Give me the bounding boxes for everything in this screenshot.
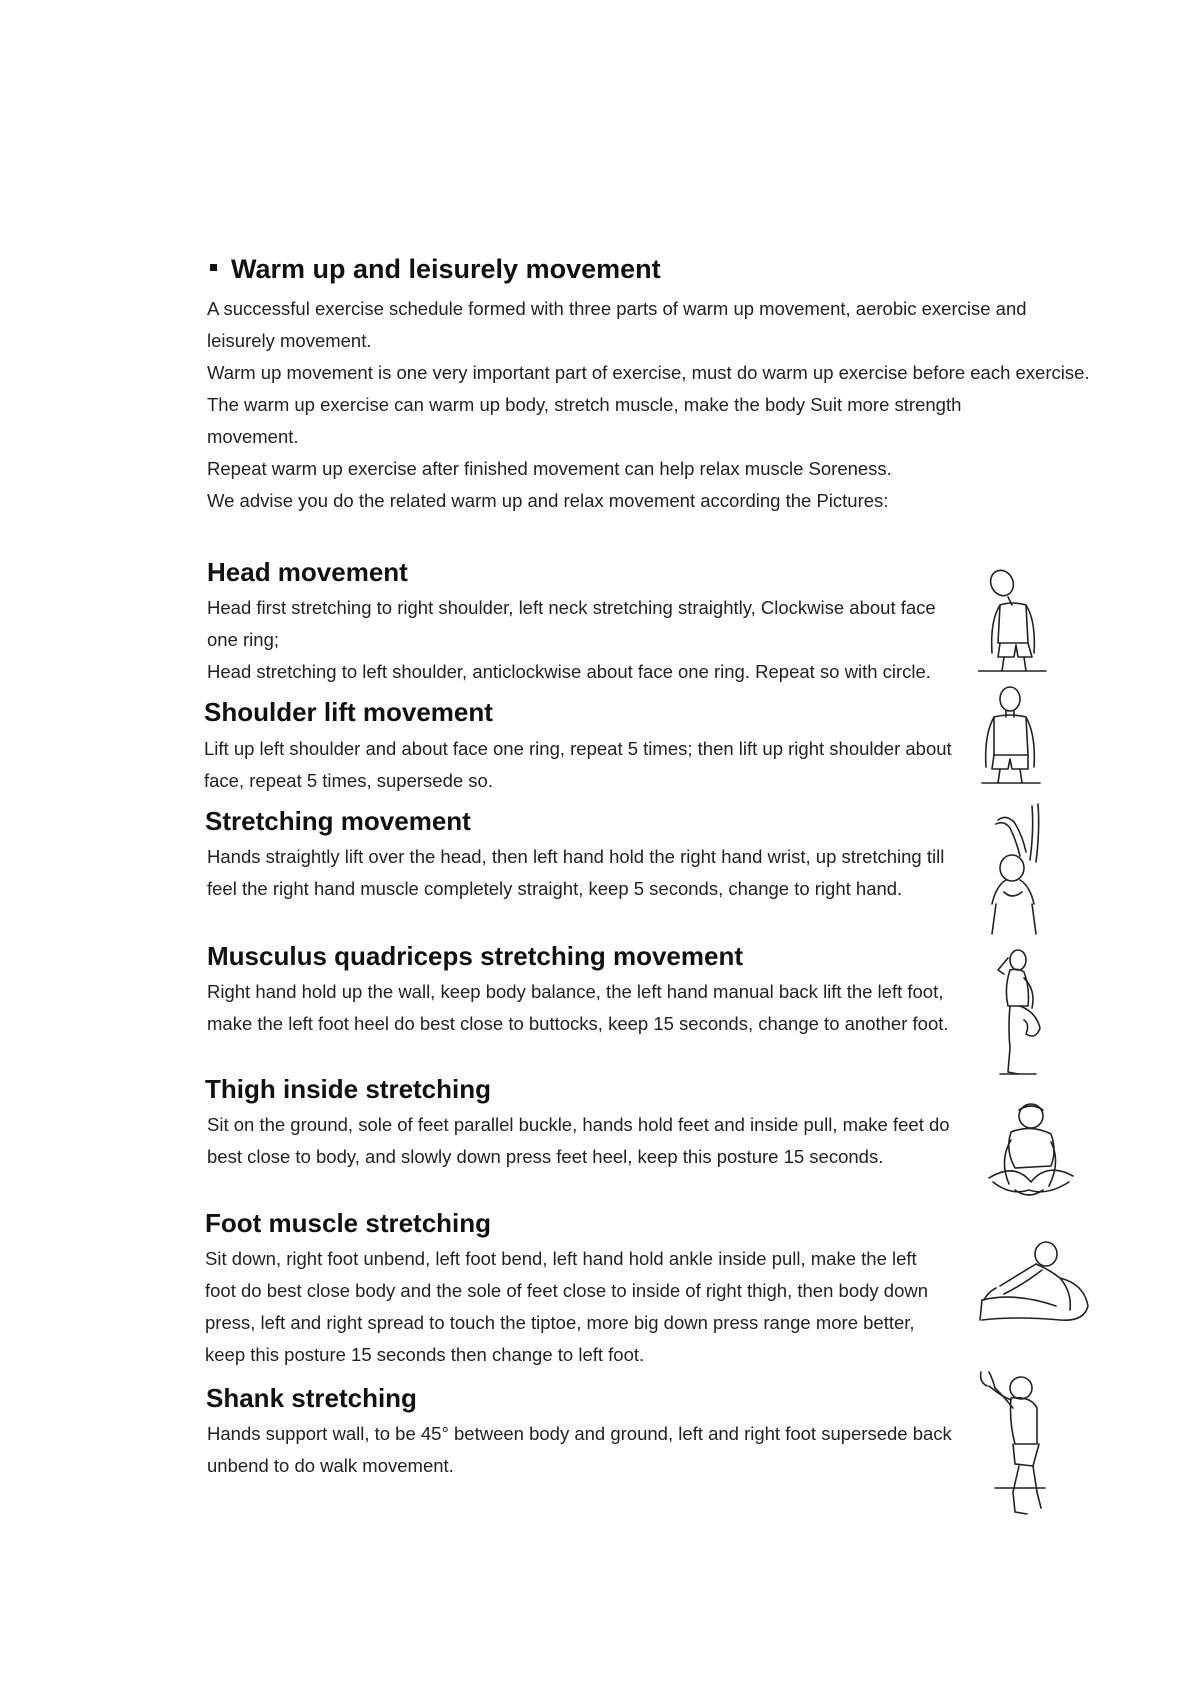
section-paragraph: Sit on the ground, sole of feet parallel buckle, hands hold feet and inside pull, make feet do best close to body, and slowly down press feet heel, keep this posture 15 seconds.	[207, 1114, 950, 1167]
section-title-shank: Shank stretching	[206, 1383, 417, 1413]
section-title-stretching: Stretching movement	[205, 806, 471, 836]
section-body-head-movement	[207, 592, 987, 688]
section-body-stretching	[207, 841, 972, 905]
intro-paragraph: The warm up exercise can warm up body, stretch muscle, make the body Suit more strength movement.	[207, 394, 962, 447]
shoulder-lift-illustration	[980, 683, 1042, 791]
foot-muscle-illustration	[976, 1240, 1092, 1328]
section-body-foot-muscle	[205, 1243, 935, 1371]
stretching-illustration	[986, 800, 1050, 936]
intro-paragraph: We advise you do the related warm up and relax movement according the Pictures:	[207, 490, 889, 511]
quadriceps-illustration	[996, 948, 1052, 1078]
main-heading-text: Warm up and leisurely movement	[231, 254, 661, 284]
section-title-foot-muscle: Foot muscle stretching	[205, 1208, 492, 1238]
shank-stretching-illustration	[975, 1368, 1055, 1516]
thigh-inside-illustration	[985, 1100, 1075, 1204]
section-title-thigh-inside: Thigh inside stretching	[205, 1074, 492, 1104]
section-paragraph: Hands support wall, to be 45° between body and ground, left and right foot supersede back unbend to do walk movement.	[207, 1423, 952, 1476]
section-paragraph: Sit down, right foot unbend, left foot bend, left hand hold ankle inside pull, make the left foot do best close body and the sole of feet close to inside of right thigh, then body down press, left and right spread to touch the tiptoe, more big down press range more better, keep this posture 15 seconds then change to left foot.	[205, 1248, 929, 1365]
intro-text	[207, 293, 1097, 517]
section-title-shoulder-lift: Shoulder lift movement	[204, 697, 493, 727]
intro-paragraph: Repeat warm up exercise after finished movement can help relax muscle Soreness.	[207, 458, 892, 479]
section-paragraph: Lift up left shoulder and about face one ring, repeat 5 times; then lift up right shoulder about face, repeat 5 times, supersede so.	[204, 738, 952, 791]
section-body-shank	[207, 1418, 997, 1482]
section-title-head-movement: Head movement	[207, 557, 408, 587]
section-body-quadriceps	[207, 976, 987, 1040]
section-body-thigh-inside	[207, 1109, 967, 1173]
head-movement-illustration	[978, 565, 1048, 675]
section-paragraph: Head stretching to left shoulder, anticlockwise about face one ring. Repeat so with circle.	[207, 661, 931, 682]
section-paragraph: Head first stretching to right shoulder, left neck stretching straightly, Clockwise about face one ring;	[207, 597, 936, 650]
intro-paragraph: A successful exercise schedule formed with three parts of warm up movement, aerobic exercise and leisurely movement.	[207, 298, 1027, 351]
main-heading	[210, 254, 661, 285]
bullet-marker	[210, 264, 217, 271]
section-paragraph: Hands straightly lift over the head, then left hand hold the right hand wrist, up stretching till feel the right hand muscle completely straight, keep 5 seconds, change to right hand.	[207, 846, 945, 899]
intro-paragraph: Warm up movement is one very important part of exercise, must do warm up exercise before each exercise.	[207, 362, 1090, 383]
section-body-shoulder-lift	[204, 733, 984, 797]
section-paragraph: Right hand hold up the wall, keep body balance, the left hand manual back lift the left foot, make the left foot heel do best close to buttocks, keep 15 seconds, change to another foot.	[207, 981, 949, 1034]
section-title-quadriceps: Musculus quadriceps stretching movement	[207, 941, 744, 971]
